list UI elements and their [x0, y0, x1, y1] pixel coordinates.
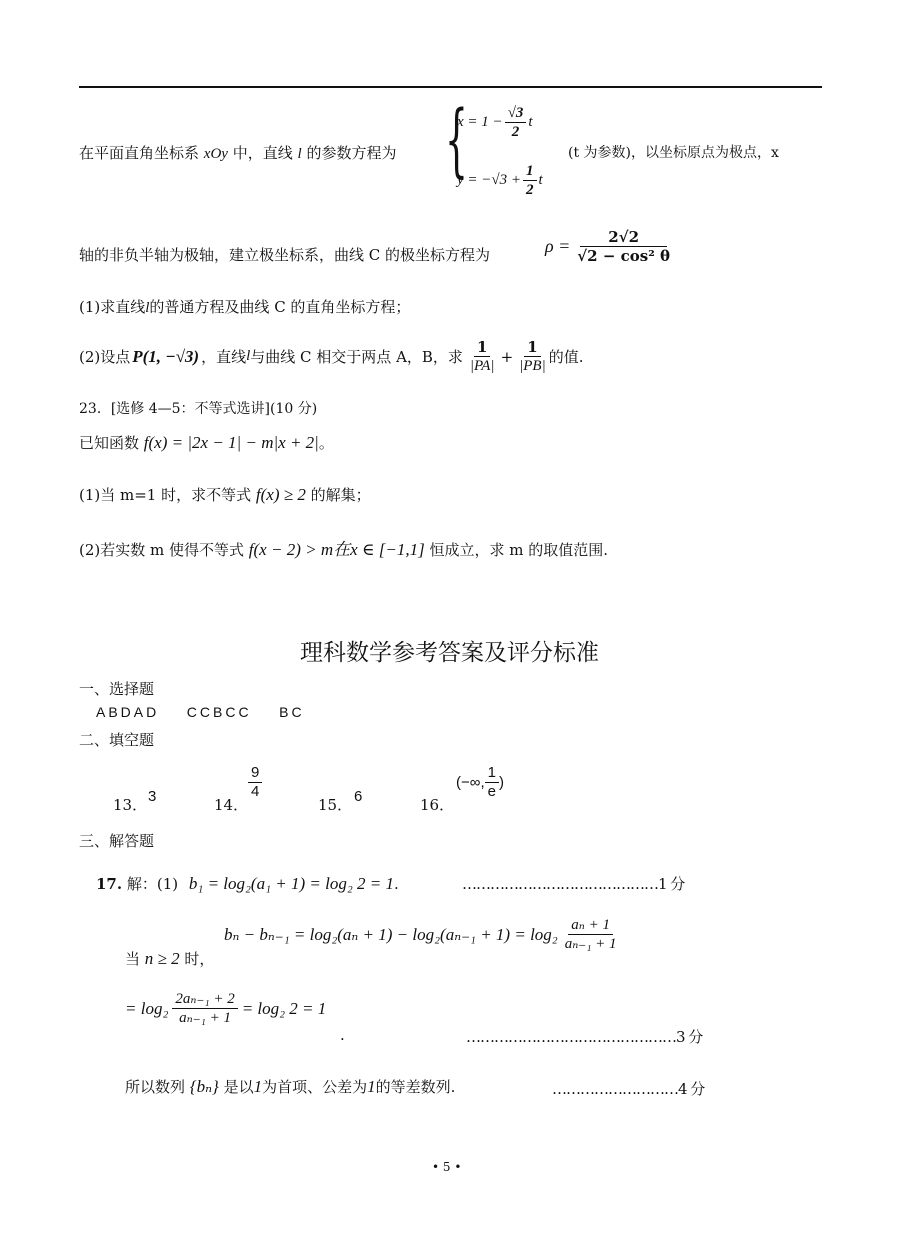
- fill-16-value: (−∞, $\frac{1}{e}$ ): [456, 764, 504, 800]
- param-eq-2: y = −√3 + $\frac{1}{2}$ t: [457, 163, 543, 198]
- fill-14: 14．: [214, 796, 249, 814]
- fill-13: 13．: [113, 796, 148, 814]
- param-eq-2-frac: $\frac{1}{2}$: [523, 162, 537, 199]
- math-l: l: [297, 146, 302, 162]
- param-note: (t 为参数)，以坐标原点为极点，x: [568, 145, 779, 161]
- fill-13-value: 3: [148, 788, 157, 805]
- sec-choice: 一、选择题: [79, 680, 155, 698]
- fill-14-frac: $\frac{9}{4}$: [248, 764, 262, 801]
- page-number: • 5 •: [432, 1160, 462, 1174]
- s17-when: 当 n ≥ 2 时，: [125, 949, 215, 968]
- score-4: ………………………4 分: [552, 1080, 705, 1098]
- s17-conclusion: 所以数列 {bₙ} 是以1为首项、公差为1的等差数列.: [125, 1077, 456, 1096]
- sec-fill: 二、填空题: [79, 731, 155, 749]
- param-eq-1-frac: $\frac{√3}{2}$: [505, 104, 527, 141]
- p22-q1: (1)求直线l的普通方程及曲线 C 的直角坐标方程；: [79, 298, 411, 316]
- p22-intro: 在平面直角坐标系 xOy 中，直线 l 的参数方程为: [79, 144, 397, 162]
- p22-line2: 轴的非负半轴为极轴，建立极坐标系，曲线 C 的极坐标方程为: [79, 246, 491, 264]
- math-xoy: xOy: [203, 146, 228, 162]
- top-rule: [79, 86, 822, 88]
- fill-15: 15．: [318, 796, 353, 814]
- polar-equation: ρ = $\frac{2√2}{\text{√2 − cos² θ}}$: [545, 228, 673, 265]
- choice-answers: ABDAD CCBCC BC: [96, 704, 305, 720]
- p23-heading: 23．[选修 4—5：不等式选讲](10 分): [79, 401, 318, 417]
- eq-b1: b₁ = log₂(a₁ + 1) = log₂ 2 = 1: [188, 874, 394, 893]
- eq-bn-diff: bₙ − bₙ₋₁ = log₂(aₙ + 1) − log₂(aₙ₋₁ + 1) = log₂ $\frac{\text{aₙ + 1}}{\text{aₙ₋₁ + 1}}$: [224, 917, 617, 952]
- score-3: ………………………………………3 分: [466, 1028, 703, 1046]
- answers-title: 理科数学参考答案及评分标准: [300, 640, 599, 666]
- fill-15-value: 6: [354, 788, 363, 805]
- eq3-period: .: [340, 1026, 345, 1044]
- p23-given: 已知函数 f(x) = |2x − 1| − m|x + 2|。: [79, 433, 334, 452]
- param-eq-1: x = 1 − $\frac{√3}{2}$ t: [457, 105, 533, 140]
- eq-log-simplify: = log₂ $\frac{\text{2aₙ₋₁ + 2}}{\text{aₙ₋₁ + 1}}$ = log₂ 2 = 1: [125, 991, 327, 1026]
- score-1: ……………………………………1 分: [462, 875, 685, 893]
- point-p: P(1, −√3): [132, 346, 200, 366]
- frac-pb: $\frac{1}{|PB|}$: [519, 338, 546, 374]
- frac-pa: $\frac{1}{|PA|}$: [469, 338, 495, 374]
- left-brace: {: [445, 93, 468, 186]
- func-f: f(x) = |2x − 1| − m|x + 2|: [143, 433, 319, 452]
- p23-q1: (1)当 m=1 时，求不等式 f(x) ≥ 2 的解集；: [79, 485, 371, 504]
- fill-16: 16．: [420, 796, 455, 814]
- p23-q2: (2)若实数 m 使得不等式 f(x − 2) > m在x ∈ [−1,1] 恒成立，求 m 的取值范围.: [79, 540, 609, 559]
- s17-line1: 17. 解：(1) b₁ = log₂(a₁ + 1) = log₂ 2 = 1.: [96, 874, 399, 893]
- polar-frac: $\frac{2√2}{\text{√2 − cos² θ}}$: [577, 228, 670, 265]
- sec-solve: 三、解答题: [79, 832, 155, 850]
- p22-q2: (2)设点 P(1, −√3) ，直线 l 与曲线 C 相交于两点 A，B，求 $\frac{1}{|PA|}$ + $\frac{1}{|PB|}$ 的值.: [79, 338, 584, 374]
